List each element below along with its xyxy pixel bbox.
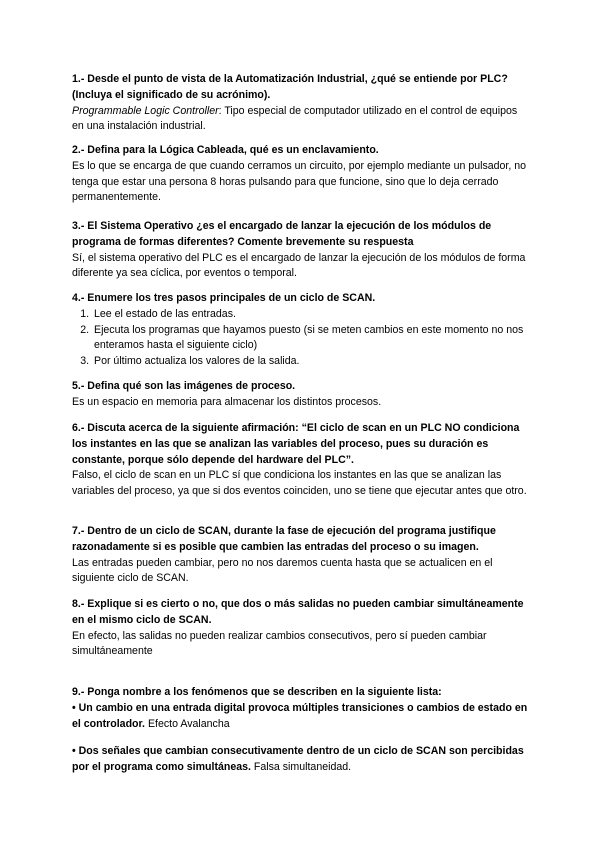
- bullet-statement: • Un cambio en una entrada digital provoca múltiples transiciones o cambios de estado en el controlador.: [72, 701, 528, 730]
- answer-text: Falso, el ciclo de scan en un PLC sí que condiciona los instantes en las que se analizan las variables del proceso, ya que si dos eventos coinciden, uno se tiene que ejecutar antes que otro.: [72, 469, 527, 498]
- question-title: 9.- Ponga nombre a los fenómenos que se describen en la siguiente lista:: [72, 686, 442, 698]
- answer-acronym: Programmable Logic Controller: [72, 104, 219, 117]
- question-6: [72, 421, 530, 500]
- answer-definition: : Tipo especial de computador utilizado en el control de equipos en una instalación industrial.: [72, 104, 518, 133]
- bullet-answer: Falsa simultaneidad.: [250, 761, 352, 774]
- question-7: [72, 524, 530, 587]
- bullet-item: [72, 701, 530, 733]
- bullet-item: [72, 744, 530, 776]
- bullet-answer: Efecto Avalancha: [145, 717, 230, 730]
- list-item: 2. Ejecuta los programas que hayamos puesto (si se meten cambios en este momento no nos enteramos hasta el siguiente ciclo): [92, 323, 530, 355]
- question-9: [72, 685, 530, 776]
- answer-text: Sí, el sistema operativo del PLC es el encargado de lanzar la ejecución de los módulos de forma diferente ya sea cíclica, por eventos o temporal.: [72, 251, 526, 280]
- list-item: 3. Por último actualiza los valores de la salida.: [92, 354, 530, 370]
- question-title: 7.- Dentro de un ciclo de SCAN, durante la fase de ejecución del programa justifique razonadamente si es posible que cambien las entradas del proceso o su imagen.: [72, 525, 496, 553]
- question-title: 1.- Desde el punto de vista de la Automatización Industrial, ¿qué se entiende por PLC? (Incluya el significado de su acrónimo).: [72, 73, 508, 101]
- answer-text: [72, 104, 530, 136]
- answer-text: Es un espacio en memoria para almacenar los distintos procesos.: [72, 395, 382, 408]
- answer-text: Es lo que se encarga de que cuando cerramos un circuito, por ejemplo mediante un pulsador, no tenga que estar una persona 8 horas pulsando para que funcione, sino que lo deja cerrado permanentemente.: [72, 159, 527, 204]
- question-5: [72, 379, 530, 411]
- question-title: 5.- Defina qué son las imágenes de proceso.: [72, 380, 296, 392]
- scan-steps-list: [72, 307, 530, 370]
- question-title: 6.- Discuta acerca de la siguiente afirmación: “El ciclo de scan en un PLC NO condiciona los instantes en las que se analizan las variables del proceso, pues su duración es constante, porque sólo depende del hardware del PLC”.: [72, 422, 520, 466]
- question-title: 4.- Enumere los tres pasos principales de un ciclo de SCAN.: [72, 292, 376, 304]
- question-title: 3.- El Sistema Operativo ¿es el encargado de lanzar la ejecución de los módulos de programa de formas diferentes? Comente brevemente su respuesta: [72, 220, 492, 248]
- question-title: 8.- Explique si es cierto o no, que dos o más salidas no pueden cambiar simultáneamente en el mismo ciclo de SCAN.: [72, 598, 524, 626]
- question-1: [72, 72, 530, 135]
- question-title: 2.- Defina para la Lógica Cableada, qué es un enclavamiento.: [72, 144, 379, 156]
- answer-text: Las entradas pueden cambiar, pero no nos daremos cuenta hasta que se actualicen en el siguiente ciclo de SCAN.: [72, 556, 493, 585]
- question-4: [72, 291, 530, 370]
- list-item: 1. Lee el estado de las entradas.: [92, 307, 530, 323]
- question-3: [72, 219, 530, 282]
- bullet-statement: • Dos señales que cambian consecutivamente dentro de un ciclo de SCAN son percibidas por el programa como simultáneas.: [72, 745, 524, 774]
- question-8: [72, 597, 530, 660]
- question-2: [72, 143, 530, 206]
- answer-text: En efecto, las salidas no pueden realizar cambios consecutivos, pero sí pueden cambiar simultáneamente: [72, 629, 487, 658]
